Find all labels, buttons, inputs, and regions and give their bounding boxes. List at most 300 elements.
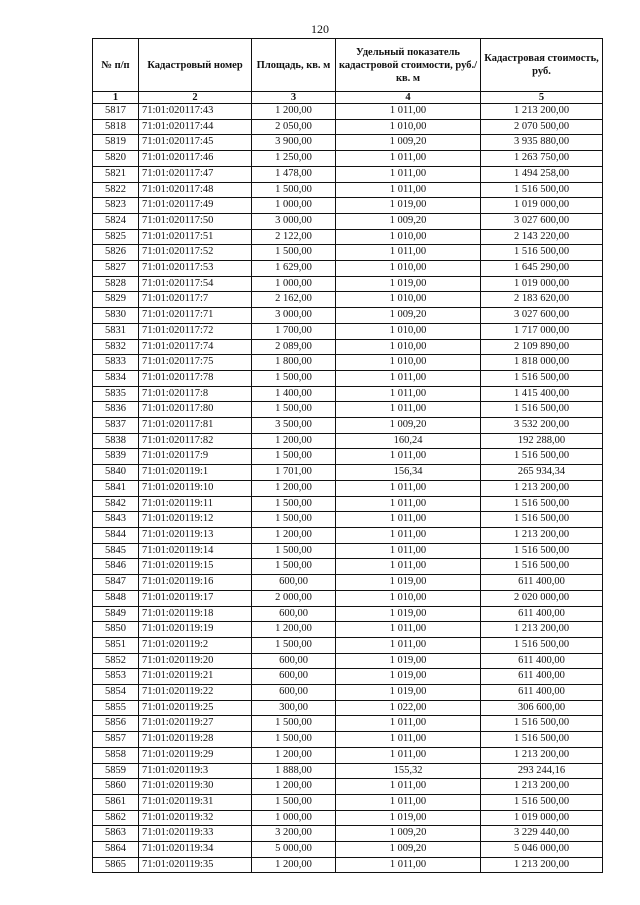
specific-value-cell: 1 022,00	[336, 700, 481, 716]
cadastral-value-cell: 611 400,00	[481, 685, 603, 701]
area-cell: 2 050,00	[252, 119, 336, 135]
row-number-cell: 5840	[93, 465, 139, 481]
area-cell: 1 200,00	[252, 480, 336, 496]
row-number-cell: 5857	[93, 732, 139, 748]
cadastral-number-cell: 71:01:020119:3	[139, 763, 252, 779]
row-number-cell: 5860	[93, 779, 139, 795]
specific-value-cell: 160,24	[336, 433, 481, 449]
cadastral-value-cell: 1 818 000,00	[481, 355, 603, 371]
specific-value-cell: 1 011,00	[336, 637, 481, 653]
area-cell: 1 500,00	[252, 245, 336, 261]
cadastral-value-cell: 265 934,34	[481, 465, 603, 481]
column-number: 1	[93, 92, 139, 104]
row-number-cell: 5843	[93, 512, 139, 528]
cadastral-value-cell: 1 516 500,00	[481, 402, 603, 418]
cadastral-number-cell: 71:01:020119:30	[139, 779, 252, 795]
table-row	[93, 669, 603, 685]
cadastral-value-cell: 3 935 880,00	[481, 135, 603, 151]
row-number-cell: 5846	[93, 559, 139, 575]
specific-value-cell: 1 011,00	[336, 857, 481, 873]
table-row	[93, 637, 603, 653]
specific-value-cell: 1 011,00	[336, 512, 481, 528]
table-row	[93, 779, 603, 795]
cadastral-number-cell: 71:01:020119:14	[139, 543, 252, 559]
table-row	[93, 402, 603, 418]
cadastral-value-cell: 1 645 290,00	[481, 261, 603, 277]
specific-value-cell: 1 019,00	[336, 575, 481, 591]
area-cell: 600,00	[252, 669, 336, 685]
specific-value-cell: 1 011,00	[336, 794, 481, 810]
table-row	[93, 716, 603, 732]
row-number-cell: 5849	[93, 606, 139, 622]
area-cell: 3 000,00	[252, 213, 336, 229]
header-specific-value: Удельный показатель кадастровой стоимости, руб./кв. м	[336, 39, 481, 92]
header-cadastral-value: Кадастровая стоимость, руб.	[481, 39, 603, 92]
table-row	[93, 700, 603, 716]
area-cell: 1 500,00	[252, 370, 336, 386]
cadastral-number-cell: 71:01:020117:80	[139, 402, 252, 418]
specific-value-cell: 1 011,00	[336, 779, 481, 795]
page-number: 120	[311, 22, 329, 36]
specific-value-cell: 1 010,00	[336, 355, 481, 371]
table-row	[93, 763, 603, 779]
area-cell: 600,00	[252, 606, 336, 622]
specific-value-cell: 1 011,00	[336, 151, 481, 167]
cadastral-value-cell: 1 019 000,00	[481, 276, 603, 292]
cadastral-value-cell: 1 516 500,00	[481, 245, 603, 261]
cadastral-value-cell: 1 263 750,00	[481, 151, 603, 167]
cadastral-number-cell: 71:01:020119:19	[139, 622, 252, 638]
cadastral-number-cell: 71:01:020119:32	[139, 810, 252, 826]
specific-value-cell: 1 019,00	[336, 685, 481, 701]
table-row	[93, 575, 603, 591]
specific-value-cell: 1 011,00	[336, 245, 481, 261]
cadastral-value-cell: 1 516 500,00	[481, 370, 603, 386]
cadastral-number-cell: 71:01:020117:52	[139, 245, 252, 261]
row-number-cell: 5819	[93, 135, 139, 151]
cadastral-number-cell: 71:01:020117:74	[139, 339, 252, 355]
area-cell: 1 250,00	[252, 151, 336, 167]
row-number-cell: 5864	[93, 842, 139, 858]
specific-value-cell: 1 011,00	[336, 370, 481, 386]
cadastral-value-cell: 1 516 500,00	[481, 559, 603, 575]
table-row	[93, 182, 603, 198]
table-body	[93, 104, 603, 873]
cadastral-number-cell: 71:01:020119:18	[139, 606, 252, 622]
row-number-cell: 5848	[93, 590, 139, 606]
column-number: 3	[252, 92, 336, 104]
table-row	[93, 292, 603, 308]
cadastral-number-cell: 71:01:020117:46	[139, 151, 252, 167]
cadastral-value-cell: 1 213 200,00	[481, 622, 603, 638]
cadastral-number-cell: 71:01:020119:2	[139, 637, 252, 653]
row-number-cell: 5824	[93, 213, 139, 229]
cadastral-number-cell: 71:01:020117:72	[139, 323, 252, 339]
specific-value-cell: 1 011,00	[336, 622, 481, 638]
area-cell: 1 500,00	[252, 496, 336, 512]
cadastral-number-cell: 71:01:020119:29	[139, 747, 252, 763]
area-cell: 1 500,00	[252, 402, 336, 418]
specific-value-cell: 1 019,00	[336, 810, 481, 826]
cadastral-number-cell: 71:01:020119:33	[139, 826, 252, 842]
row-number-cell: 5834	[93, 370, 139, 386]
cadastral-value-cell: 1 516 500,00	[481, 543, 603, 559]
cadastral-number-cell: 71:01:020119:25	[139, 700, 252, 716]
specific-value-cell: 1 011,00	[336, 716, 481, 732]
area-cell: 5 000,00	[252, 842, 336, 858]
cadastral-value-cell: 3 229 440,00	[481, 826, 603, 842]
cadastral-value-cell: 3 027 600,00	[481, 213, 603, 229]
cadastral-number-cell: 71:01:020117:9	[139, 449, 252, 465]
area-cell: 1 500,00	[252, 559, 336, 575]
table-row	[93, 276, 603, 292]
table-row	[93, 543, 603, 559]
cadastral-value-cell: 1 213 200,00	[481, 480, 603, 496]
cadastral-value-cell: 5 046 000,00	[481, 842, 603, 858]
cadastral-value-table	[92, 38, 603, 873]
cadastral-number-cell: 71:01:020119:11	[139, 496, 252, 512]
cadastral-number-cell: 71:01:020117:51	[139, 229, 252, 245]
row-number-cell: 5822	[93, 182, 139, 198]
table-row	[93, 198, 603, 214]
table-row	[93, 465, 603, 481]
cadastral-number-cell: 71:01:020119:35	[139, 857, 252, 873]
table-row	[93, 355, 603, 371]
cadastral-value-cell: 2 143 220,00	[481, 229, 603, 245]
cadastral-value-cell: 1 415 400,00	[481, 386, 603, 402]
area-cell: 1 700,00	[252, 323, 336, 339]
area-cell: 1 701,00	[252, 465, 336, 481]
specific-value-cell: 1 011,00	[336, 543, 481, 559]
table-row	[93, 433, 603, 449]
table-row	[93, 842, 603, 858]
cadastral-number-cell: 71:01:020117:44	[139, 119, 252, 135]
table-row	[93, 261, 603, 277]
row-number-cell: 5827	[93, 261, 139, 277]
row-number-cell: 5820	[93, 151, 139, 167]
table-row	[93, 559, 603, 575]
row-number-cell: 5817	[93, 104, 139, 120]
table-row	[93, 653, 603, 669]
specific-value-cell: 1 011,00	[336, 166, 481, 182]
area-cell: 1 000,00	[252, 276, 336, 292]
area-cell: 3 500,00	[252, 418, 336, 434]
area-cell: 1 000,00	[252, 198, 336, 214]
cadastral-value-cell: 3 027 600,00	[481, 308, 603, 324]
table-row	[93, 747, 603, 763]
cadastral-value-cell: 1 213 200,00	[481, 104, 603, 120]
cadastral-value-cell: 293 244,16	[481, 763, 603, 779]
cadastral-number-cell: 71:01:020117:75	[139, 355, 252, 371]
area-cell: 600,00	[252, 653, 336, 669]
area-cell: 1 500,00	[252, 512, 336, 528]
cadastral-value-cell: 2 070 500,00	[481, 119, 603, 135]
row-number-cell: 5854	[93, 685, 139, 701]
specific-value-cell: 1 019,00	[336, 653, 481, 669]
header-area: Площадь, кв. м	[252, 39, 336, 92]
area-cell: 1 500,00	[252, 716, 336, 732]
cadastral-number-cell: 71:01:020119:13	[139, 527, 252, 543]
area-cell: 1 200,00	[252, 857, 336, 873]
table-row	[93, 527, 603, 543]
cadastral-value-cell: 1 213 200,00	[481, 747, 603, 763]
area-cell: 1 200,00	[252, 779, 336, 795]
cadastral-number-cell: 71:01:020119:27	[139, 716, 252, 732]
area-cell: 1 200,00	[252, 622, 336, 638]
specific-value-cell: 1 011,00	[336, 732, 481, 748]
cadastral-value-cell: 1 516 500,00	[481, 182, 603, 198]
specific-value-cell: 1 011,00	[336, 386, 481, 402]
cadastral-value-cell: 1 019 000,00	[481, 198, 603, 214]
specific-value-cell: 1 010,00	[336, 119, 481, 135]
specific-value-cell: 1 011,00	[336, 527, 481, 543]
cadastral-number-cell: 71:01:020119:28	[139, 732, 252, 748]
cadastral-value-cell: 611 400,00	[481, 575, 603, 591]
cadastral-number-cell: 71:01:020117:48	[139, 182, 252, 198]
specific-value-cell: 1 009,20	[336, 135, 481, 151]
cadastral-number-cell: 71:01:020117:49	[139, 198, 252, 214]
area-cell: 1 500,00	[252, 794, 336, 810]
area-cell: 1 500,00	[252, 732, 336, 748]
area-cell: 1 200,00	[252, 527, 336, 543]
row-number-cell: 5836	[93, 402, 139, 418]
header-number: № п/п	[93, 39, 139, 92]
table-row	[93, 386, 603, 402]
table-row	[93, 732, 603, 748]
row-number-cell: 5851	[93, 637, 139, 653]
specific-value-cell: 1 011,00	[336, 496, 481, 512]
row-number-cell: 5831	[93, 323, 139, 339]
cadastral-value-cell: 1 213 200,00	[481, 779, 603, 795]
area-cell: 3 900,00	[252, 135, 336, 151]
row-number-cell: 5842	[93, 496, 139, 512]
cadastral-number-cell: 71:01:020119:12	[139, 512, 252, 528]
table-row	[93, 496, 603, 512]
cadastral-number-cell: 71:01:020119:17	[139, 590, 252, 606]
cadastral-value-cell: 1 516 500,00	[481, 496, 603, 512]
area-cell: 2 162,00	[252, 292, 336, 308]
table-row	[93, 480, 603, 496]
table-row	[93, 213, 603, 229]
specific-value-cell: 1 011,00	[336, 480, 481, 496]
table-row	[93, 308, 603, 324]
table-row	[93, 245, 603, 261]
row-number-cell: 5841	[93, 480, 139, 496]
cadastral-number-cell: 71:01:020119:16	[139, 575, 252, 591]
row-number-cell: 5855	[93, 700, 139, 716]
cadastral-number-cell: 71:01:020119:31	[139, 794, 252, 810]
cadastral-value-cell: 2 109 890,00	[481, 339, 603, 355]
table-row	[93, 449, 603, 465]
specific-value-cell: 1 011,00	[336, 747, 481, 763]
row-number-cell: 5845	[93, 543, 139, 559]
specific-value-cell: 1 010,00	[336, 339, 481, 355]
row-number-cell: 5862	[93, 810, 139, 826]
table-row	[93, 229, 603, 245]
specific-value-cell: 1 009,20	[336, 842, 481, 858]
table-row	[93, 857, 603, 873]
specific-value-cell: 1 011,00	[336, 104, 481, 120]
area-cell: 1 500,00	[252, 543, 336, 559]
cadastral-number-cell: 71:01:020119:22	[139, 685, 252, 701]
cadastral-value-cell: 1 516 500,00	[481, 637, 603, 653]
specific-value-cell: 1 019,00	[336, 276, 481, 292]
row-number-cell: 5818	[93, 119, 139, 135]
row-number-cell: 5839	[93, 449, 139, 465]
area-cell: 3 200,00	[252, 826, 336, 842]
specific-value-cell: 1 011,00	[336, 559, 481, 575]
specific-value-cell: 1 019,00	[336, 606, 481, 622]
area-cell: 1 500,00	[252, 182, 336, 198]
table-row	[93, 685, 603, 701]
cadastral-value-cell: 1 516 500,00	[481, 794, 603, 810]
row-number-cell: 5828	[93, 276, 139, 292]
area-cell: 1 200,00	[252, 433, 336, 449]
table-row	[93, 339, 603, 355]
specific-value-cell: 1 011,00	[336, 449, 481, 465]
area-cell: 2 089,00	[252, 339, 336, 355]
cadastral-number-cell: 71:01:020119:10	[139, 480, 252, 496]
table-row	[93, 418, 603, 434]
row-number-cell: 5859	[93, 763, 139, 779]
cadastral-number-cell: 71:01:020117:54	[139, 276, 252, 292]
table-row	[93, 323, 603, 339]
row-number-cell: 5865	[93, 857, 139, 873]
area-cell: 1 200,00	[252, 747, 336, 763]
cadastral-value-cell: 1 494 258,00	[481, 166, 603, 182]
cadastral-value-cell: 611 400,00	[481, 653, 603, 669]
row-number-cell: 5829	[93, 292, 139, 308]
table-row	[93, 370, 603, 386]
column-number-row	[93, 92, 603, 104]
cadastral-value-cell: 3 532 200,00	[481, 418, 603, 434]
cadastral-value-cell: 306 600,00	[481, 700, 603, 716]
table-row	[93, 512, 603, 528]
row-number-cell: 5826	[93, 245, 139, 261]
specific-value-cell: 1 011,00	[336, 402, 481, 418]
cadastral-value-cell: 2 020 000,00	[481, 590, 603, 606]
specific-value-cell: 156,34	[336, 465, 481, 481]
table-row	[93, 104, 603, 120]
area-cell: 1 888,00	[252, 763, 336, 779]
row-number-cell: 5858	[93, 747, 139, 763]
specific-value-cell: 1 010,00	[336, 323, 481, 339]
cadastral-number-cell: 71:01:020117:78	[139, 370, 252, 386]
cadastral-value-cell: 1 516 500,00	[481, 512, 603, 528]
area-cell: 2 000,00	[252, 590, 336, 606]
table-row	[93, 166, 603, 182]
cadastral-value-cell: 611 400,00	[481, 606, 603, 622]
row-number-cell: 5850	[93, 622, 139, 638]
cadastral-value-cell: 192 288,00	[481, 433, 603, 449]
cadastral-number-cell: 71:01:020119:21	[139, 669, 252, 685]
cadastral-number-cell: 71:01:020117:8	[139, 386, 252, 402]
table-row	[93, 622, 603, 638]
row-number-cell: 5847	[93, 575, 139, 591]
cadastral-number-cell: 71:01:020119:34	[139, 842, 252, 858]
specific-value-cell: 1 010,00	[336, 229, 481, 245]
cadastral-number-cell: 71:01:020117:50	[139, 213, 252, 229]
area-cell: 300,00	[252, 700, 336, 716]
area-cell: 1 400,00	[252, 386, 336, 402]
row-number-cell: 5832	[93, 339, 139, 355]
cadastral-value-cell: 1 516 500,00	[481, 449, 603, 465]
column-number: 4	[336, 92, 481, 104]
specific-value-cell: 1 010,00	[336, 590, 481, 606]
specific-value-cell: 1 009,20	[336, 418, 481, 434]
table-row	[93, 826, 603, 842]
row-number-cell: 5833	[93, 355, 139, 371]
row-number-cell: 5821	[93, 166, 139, 182]
cadastral-number-cell: 71:01:020119:1	[139, 465, 252, 481]
row-number-cell: 5856	[93, 716, 139, 732]
cadastral-number-cell: 71:01:020117:7	[139, 292, 252, 308]
table-row	[93, 590, 603, 606]
cadastral-number-cell: 71:01:020117:53	[139, 261, 252, 277]
row-number-cell: 5852	[93, 653, 139, 669]
table-header-row	[93, 39, 603, 92]
cadastral-value-cell: 611 400,00	[481, 669, 603, 685]
area-cell: 2 122,00	[252, 229, 336, 245]
cadastral-number-cell: 71:01:020117:43	[139, 104, 252, 120]
area-cell: 3 000,00	[252, 308, 336, 324]
row-number-cell: 5830	[93, 308, 139, 324]
table-row	[93, 135, 603, 151]
row-number-cell: 5853	[93, 669, 139, 685]
cadastral-number-cell: 71:01:020117:71	[139, 308, 252, 324]
cadastral-number-cell: 71:01:020117:81	[139, 418, 252, 434]
table-row	[93, 119, 603, 135]
row-number-cell: 5838	[93, 433, 139, 449]
specific-value-cell: 1 011,00	[336, 182, 481, 198]
cadastral-value-cell: 1 516 500,00	[481, 732, 603, 748]
table-row	[93, 810, 603, 826]
table-row	[93, 151, 603, 167]
cadastral-number-cell: 71:01:020117:45	[139, 135, 252, 151]
row-number-cell: 5823	[93, 198, 139, 214]
cadastral-value-cell: 2 183 620,00	[481, 292, 603, 308]
column-number: 5	[481, 92, 603, 104]
cadastral-value-cell: 1 213 200,00	[481, 527, 603, 543]
cadastral-value-cell: 1 717 000,00	[481, 323, 603, 339]
area-cell: 1 500,00	[252, 637, 336, 653]
area-cell: 1 200,00	[252, 104, 336, 120]
cadastral-number-cell: 71:01:020117:82	[139, 433, 252, 449]
row-number-cell: 5837	[93, 418, 139, 434]
header-cadastral-number: Кадастровый номер	[139, 39, 252, 92]
area-cell: 600,00	[252, 575, 336, 591]
cadastral-value-cell: 1 516 500,00	[481, 716, 603, 732]
specific-value-cell: 155,32	[336, 763, 481, 779]
cadastral-number-cell: 71:01:020117:47	[139, 166, 252, 182]
area-cell: 600,00	[252, 685, 336, 701]
specific-value-cell: 1 010,00	[336, 292, 481, 308]
row-number-cell: 5835	[93, 386, 139, 402]
area-cell: 1 500,00	[252, 449, 336, 465]
specific-value-cell: 1 009,20	[336, 213, 481, 229]
specific-value-cell: 1 009,20	[336, 826, 481, 842]
cadastral-value-cell: 1 213 200,00	[481, 857, 603, 873]
specific-value-cell: 1 019,00	[336, 198, 481, 214]
table-row	[93, 794, 603, 810]
area-cell: 1 800,00	[252, 355, 336, 371]
area-cell: 1 629,00	[252, 261, 336, 277]
specific-value-cell: 1 009,20	[336, 308, 481, 324]
area-cell: 1 000,00	[252, 810, 336, 826]
specific-value-cell: 1 019,00	[336, 669, 481, 685]
row-number-cell: 5825	[93, 229, 139, 245]
row-number-cell: 5861	[93, 794, 139, 810]
